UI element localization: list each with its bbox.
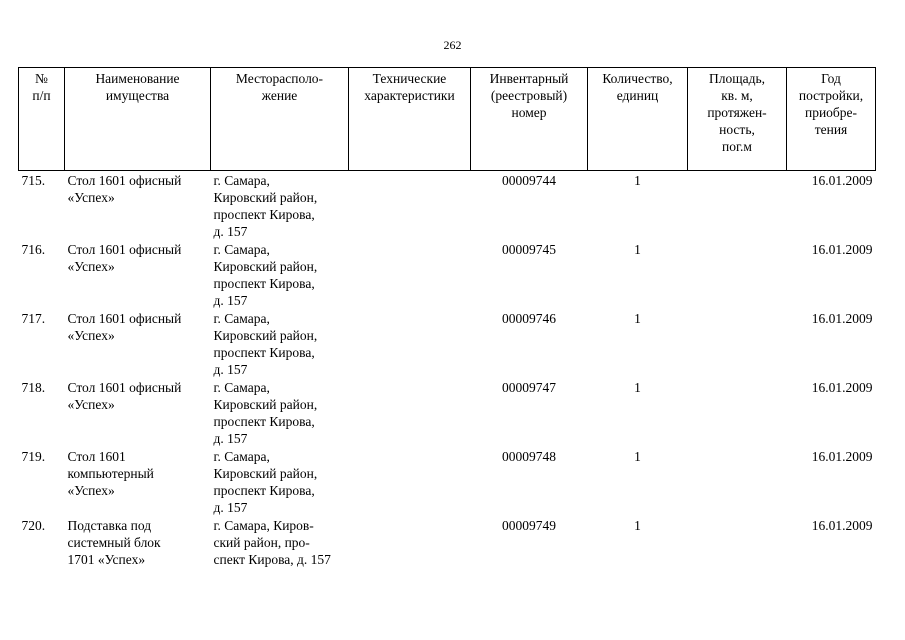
row-date: 16.01.2009 [811,380,873,395]
row-name: Стол 1601 офисный «Успех» [67,173,182,205]
row-name: Подставка под системный блок 1701 «Успех» [67,518,161,567]
row-name: Стол 1601 офисный «Успех» [67,311,182,343]
row-location: г. Самара, Кировский район, проспект Кирова, д. 157 [213,449,318,515]
table-row [19,379,876,448]
row-inventory: 00009748 [502,449,556,464]
table-body [19,171,876,587]
row-technical [349,517,471,586]
row-technical [349,171,471,242]
header-inventory: Инвентарный (реестровый) номер [471,68,588,171]
row-location: г. Самара, Кировский район, проспект Кирова, д. 157 [213,380,318,446]
row-location: г. Самара, Кировский район, проспект Кирова, д. 157 [213,311,318,377]
row-number: 718. [21,380,46,395]
row-name: Стол 1601 компьютерный «Успех» [67,449,154,498]
row-technical [349,379,471,448]
row-area [688,448,787,517]
table-row [19,448,876,517]
row-name: Стол 1601 офисный «Успех» [67,380,182,412]
row-number: 720. [21,518,46,533]
row-number: 719. [21,449,46,464]
row-quantity: 1 [634,449,641,464]
table-row [19,310,876,379]
row-inventory: 00009745 [502,242,556,257]
row-quantity: 1 [634,311,641,326]
row-location: г. Самара, Кировский район, проспект Кирова, д. 157 [213,173,318,239]
header-technical: Технические характеристики [349,68,471,171]
header-quantity: Количество, единиц [588,68,688,171]
row-date: 16.01.2009 [811,518,873,533]
row-date: 16.01.2009 [811,173,873,188]
row-location: г. Самара, Кировский район, проспект Кирова, д. 157 [213,242,318,308]
row-quantity: 1 [634,518,641,533]
row-quantity: 1 [634,242,641,257]
header-area: Площадь, кв. м, протяжен- ность, пог.м [688,68,787,171]
header-name: Наименование имущества [65,68,211,171]
row-technical [349,310,471,379]
row-location: г. Самара, Киров- ский район, про- спект Кирова, д. 157 [213,518,331,567]
row-inventory: 00009749 [502,518,556,533]
header-row [19,68,876,171]
row-quantity: 1 [634,173,641,188]
header-number: № п/п [19,68,65,171]
row-area [688,379,787,448]
row-technical [349,448,471,517]
row-area [688,310,787,379]
row-number: 716. [21,242,46,257]
row-area [688,241,787,310]
table-row [19,517,876,586]
header-year: Год постройки, приобре- тения [787,68,876,171]
row-inventory: 00009747 [502,380,556,395]
row-name: Стол 1601 офисный «Успех» [67,242,182,274]
row-technical [349,241,471,310]
row-inventory: 00009744 [502,173,556,188]
header-location: Месторасполо- жение [211,68,349,171]
row-number: 715. [21,173,46,188]
row-inventory: 00009746 [502,311,556,326]
property-registry-table [18,67,876,586]
row-date: 16.01.2009 [811,242,873,257]
row-number: 717. [21,311,46,326]
row-date: 16.01.2009 [811,449,873,464]
table-row [19,241,876,310]
row-area [688,517,787,586]
row-quantity: 1 [634,380,641,395]
row-date: 16.01.2009 [811,311,873,326]
row-area [688,171,787,242]
table-row [19,171,876,242]
table-header [19,68,876,171]
page-number: 262 [443,38,462,52]
